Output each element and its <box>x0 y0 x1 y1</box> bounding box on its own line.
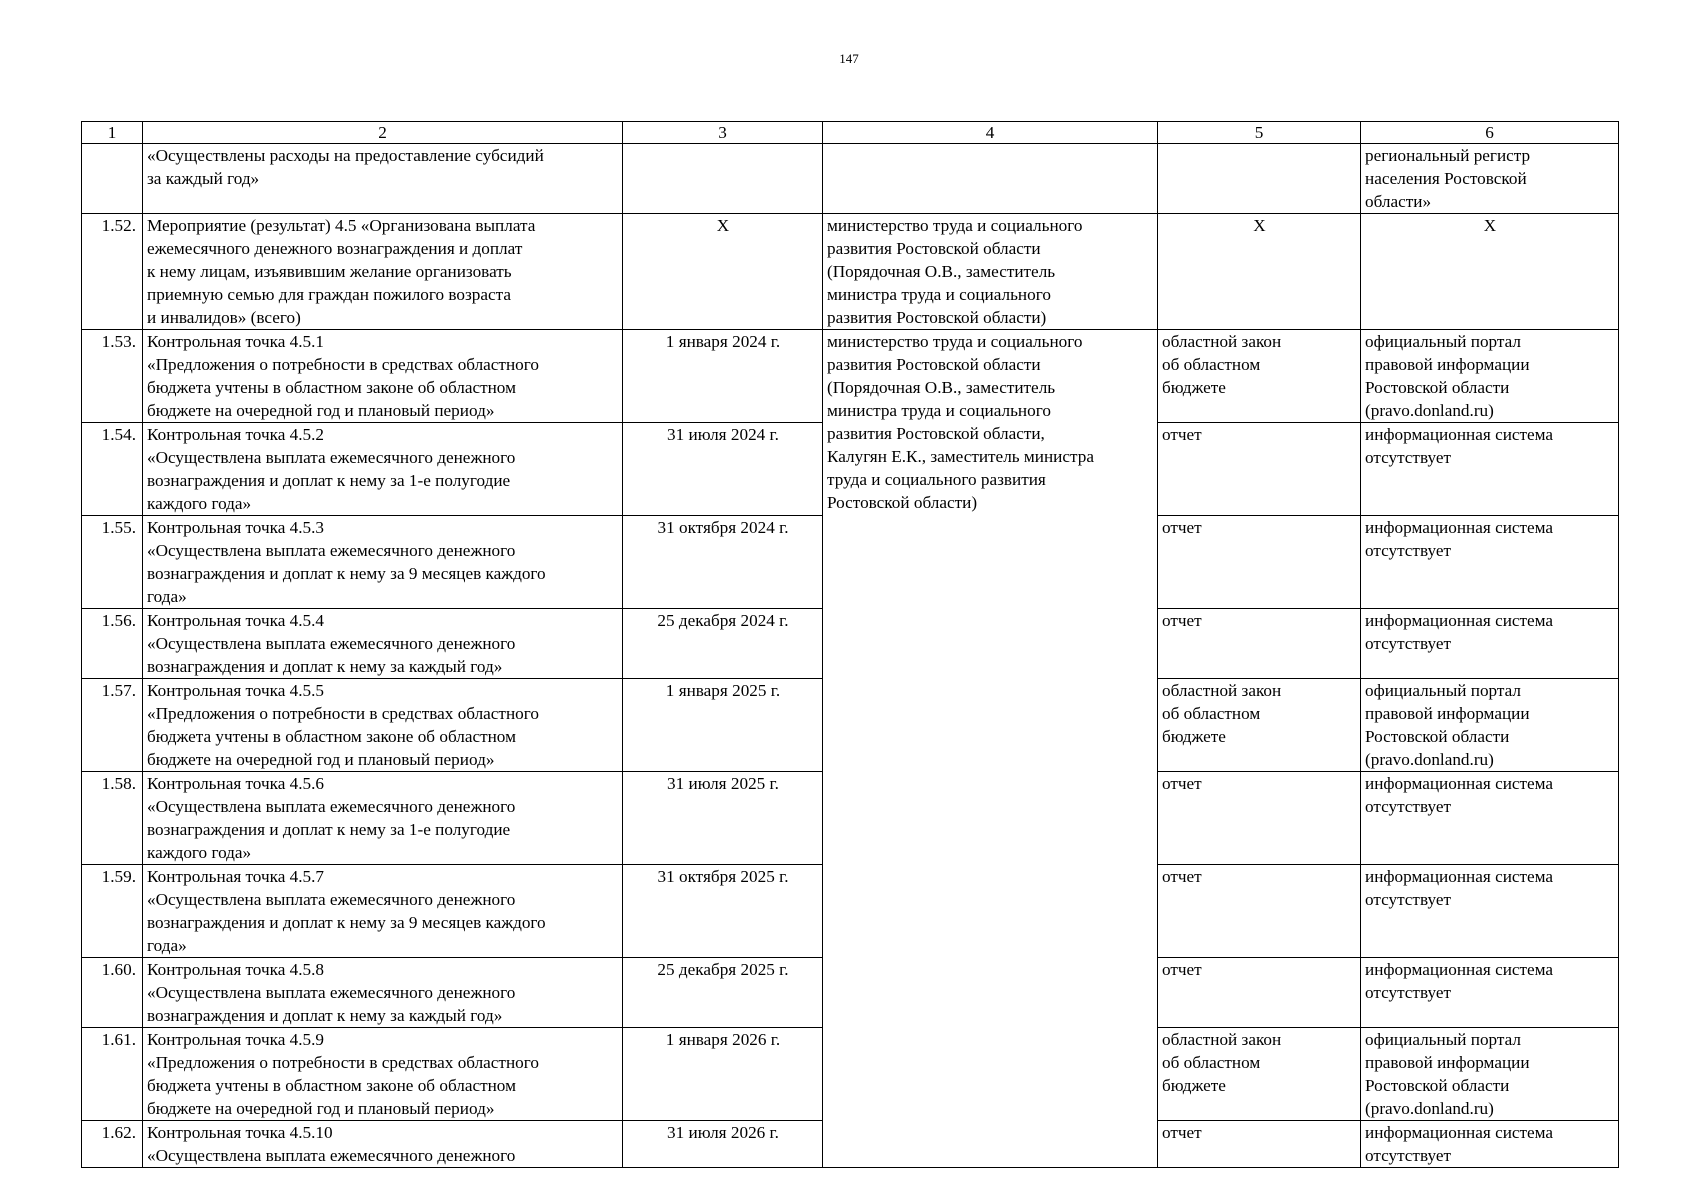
header-row <box>82 122 1619 144</box>
row-description: Контрольная точка 4.5.2 «Осуществлена выплата ежемесячного денежного вознаграждения и доплат к нему за 1-е полугодие каждого года» <box>143 423 623 516</box>
row-information-system: информационная система отсутствует <box>1361 516 1619 609</box>
row-description: Контрольная точка 4.5.4 «Осуществлена выплата ежемесячного денежного вознаграждения и доплат к нему за каждый год» <box>143 609 623 679</box>
row-information-system: официальный портал правовой информации Ростовской области (pravo.donland.ru) <box>1361 679 1619 772</box>
row-document: отчет <box>1158 423 1361 516</box>
row-number: 1.55. <box>82 516 143 609</box>
row-document <box>1158 144 1361 214</box>
row-number: 1.54. <box>82 423 143 516</box>
control-points-table <box>81 121 1619 1168</box>
row-description: Контрольная точка 4.5.9 «Предложения о потребности в средствах областного бюджета учтены в областном законе об областном бюджете на очередной год и плановый период» <box>143 1028 623 1121</box>
row-number: 1.60. <box>82 958 143 1028</box>
row-information-system: региональный регистр населения Ростовской области» <box>1361 144 1619 214</box>
row-information-system: информационная система отсутствует <box>1361 772 1619 865</box>
row-information-system: информационная система отсутствует <box>1361 423 1619 516</box>
row-date: 31 октября 2025 г. <box>623 865 823 958</box>
row-information-system: официальный портал правовой информации Ростовской области (pravo.donland.ru) <box>1361 1028 1619 1121</box>
row-date: 1 января 2025 г. <box>623 679 823 772</box>
row-date: 31 июля 2025 г. <box>623 772 823 865</box>
row-number: 1.58. <box>82 772 143 865</box>
row-date <box>623 144 823 214</box>
row-number: 1.62. <box>82 1121 143 1168</box>
row-document: отчет <box>1158 1121 1361 1168</box>
row-information-system: Х <box>1361 214 1619 330</box>
row-responsible <box>823 144 1158 214</box>
row-document: Х <box>1158 214 1361 330</box>
row-information-system: официальный портал правовой информации Ростовской области (pravo.donland.ru) <box>1361 330 1619 423</box>
row-information-system: информационная система отсутствует <box>1361 865 1619 958</box>
row-information-system: информационная система отсутствует <box>1361 1121 1619 1168</box>
row-date: 25 декабря 2024 г. <box>623 609 823 679</box>
row-number: 1.59. <box>82 865 143 958</box>
row-description: Контрольная точка 4.5.7 «Осуществлена выплата ежемесячного денежного вознаграждения и доплат к нему за 9 месяцев каждого года» <box>143 865 623 958</box>
row-description: Контрольная точка 4.5.1 «Предложения о потребности в средствах областного бюджета учтены в областном законе об областном бюджете на очередной год и плановый период» <box>143 330 623 423</box>
row-number: 1.57. <box>82 679 143 772</box>
row-document: отчет <box>1158 609 1361 679</box>
header-col-2: 2 <box>143 122 623 144</box>
table-row <box>82 214 1619 330</box>
row-date: 31 июля 2024 г. <box>623 423 823 516</box>
header-col-4: 4 <box>823 122 1158 144</box>
row-document: отчет <box>1158 865 1361 958</box>
row-document: областной закон об областном бюджете <box>1158 330 1361 423</box>
row-description: Контрольная точка 4.5.5 «Предложения о потребности в средствах областного бюджета учтены в областном законе об областном бюджете на очередной год и плановый период» <box>143 679 623 772</box>
row-description: Мероприятие (результат) 4.5 «Организована выплата ежемесячного денежного вознаграждения и доплат к нему лицам, изъявившим желание организовать приемную семью для граждан пожилого возраста и инвалидов» (всего) <box>143 214 623 330</box>
row-description: Контрольная точка 4.5.6 «Осуществлена выплата ежемесячного денежного вознаграждения и доплат к нему за 1-е полугодие каждого года» <box>143 772 623 865</box>
row-date: Х <box>623 214 823 330</box>
row-number: 1.53. <box>82 330 143 423</box>
row-responsible: министерство труда и социального развития Ростовской области (Порядочная О.В., заместитель министра труда и социального развития Ростовской области) <box>823 214 1158 330</box>
row-description: Контрольная точка 4.5.8 «Осуществлена выплата ежемесячного денежного вознаграждения и доплат к нему за каждый год» <box>143 958 623 1028</box>
row-description: Контрольная точка 4.5.10 «Осуществлена выплата ежемесячного денежного <box>143 1121 623 1168</box>
table-row <box>82 144 1619 214</box>
row-document: областной закон об областном бюджете <box>1158 679 1361 772</box>
row-number <box>82 144 143 214</box>
row-information-system: информационная система отсутствует <box>1361 958 1619 1028</box>
header-col-6: 6 <box>1361 122 1619 144</box>
row-date: 25 декабря 2025 г. <box>623 958 823 1028</box>
row-date: 31 июля 2026 г. <box>623 1121 823 1168</box>
row-date: 1 января 2024 г. <box>623 330 823 423</box>
row-number: 1.61. <box>82 1028 143 1121</box>
header-col-5: 5 <box>1158 122 1361 144</box>
row-description: Контрольная точка 4.5.3 «Осуществлена выплата ежемесячного денежного вознаграждения и доплат к нему за 9 месяцев каждого года» <box>143 516 623 609</box>
table-row <box>82 330 1619 423</box>
row-date: 1 января 2026 г. <box>623 1028 823 1121</box>
row-document: отчет <box>1158 958 1361 1028</box>
row-responsible-merged: министерство труда и социального развития Ростовской области (Порядочная О.В., заместитель министра труда и социального развития Ростовской области, Калугян Е.К., заместитель министра труда и социального развития Ростовской области) <box>823 330 1158 1168</box>
row-number: 1.56. <box>82 609 143 679</box>
row-date: 31 октября 2024 г. <box>623 516 823 609</box>
row-document: отчет <box>1158 772 1361 865</box>
row-description: «Осуществлены расходы на предоставление субсидий за каждый год» <box>143 144 623 214</box>
row-number: 1.52. <box>82 214 143 330</box>
page-number: 147 <box>839 51 859 66</box>
row-document: отчет <box>1158 516 1361 609</box>
row-information-system: информационная система отсутствует <box>1361 609 1619 679</box>
row-document: областной закон об областном бюджете <box>1158 1028 1361 1121</box>
header-col-3: 3 <box>623 122 823 144</box>
header-col-1: 1 <box>82 122 143 144</box>
